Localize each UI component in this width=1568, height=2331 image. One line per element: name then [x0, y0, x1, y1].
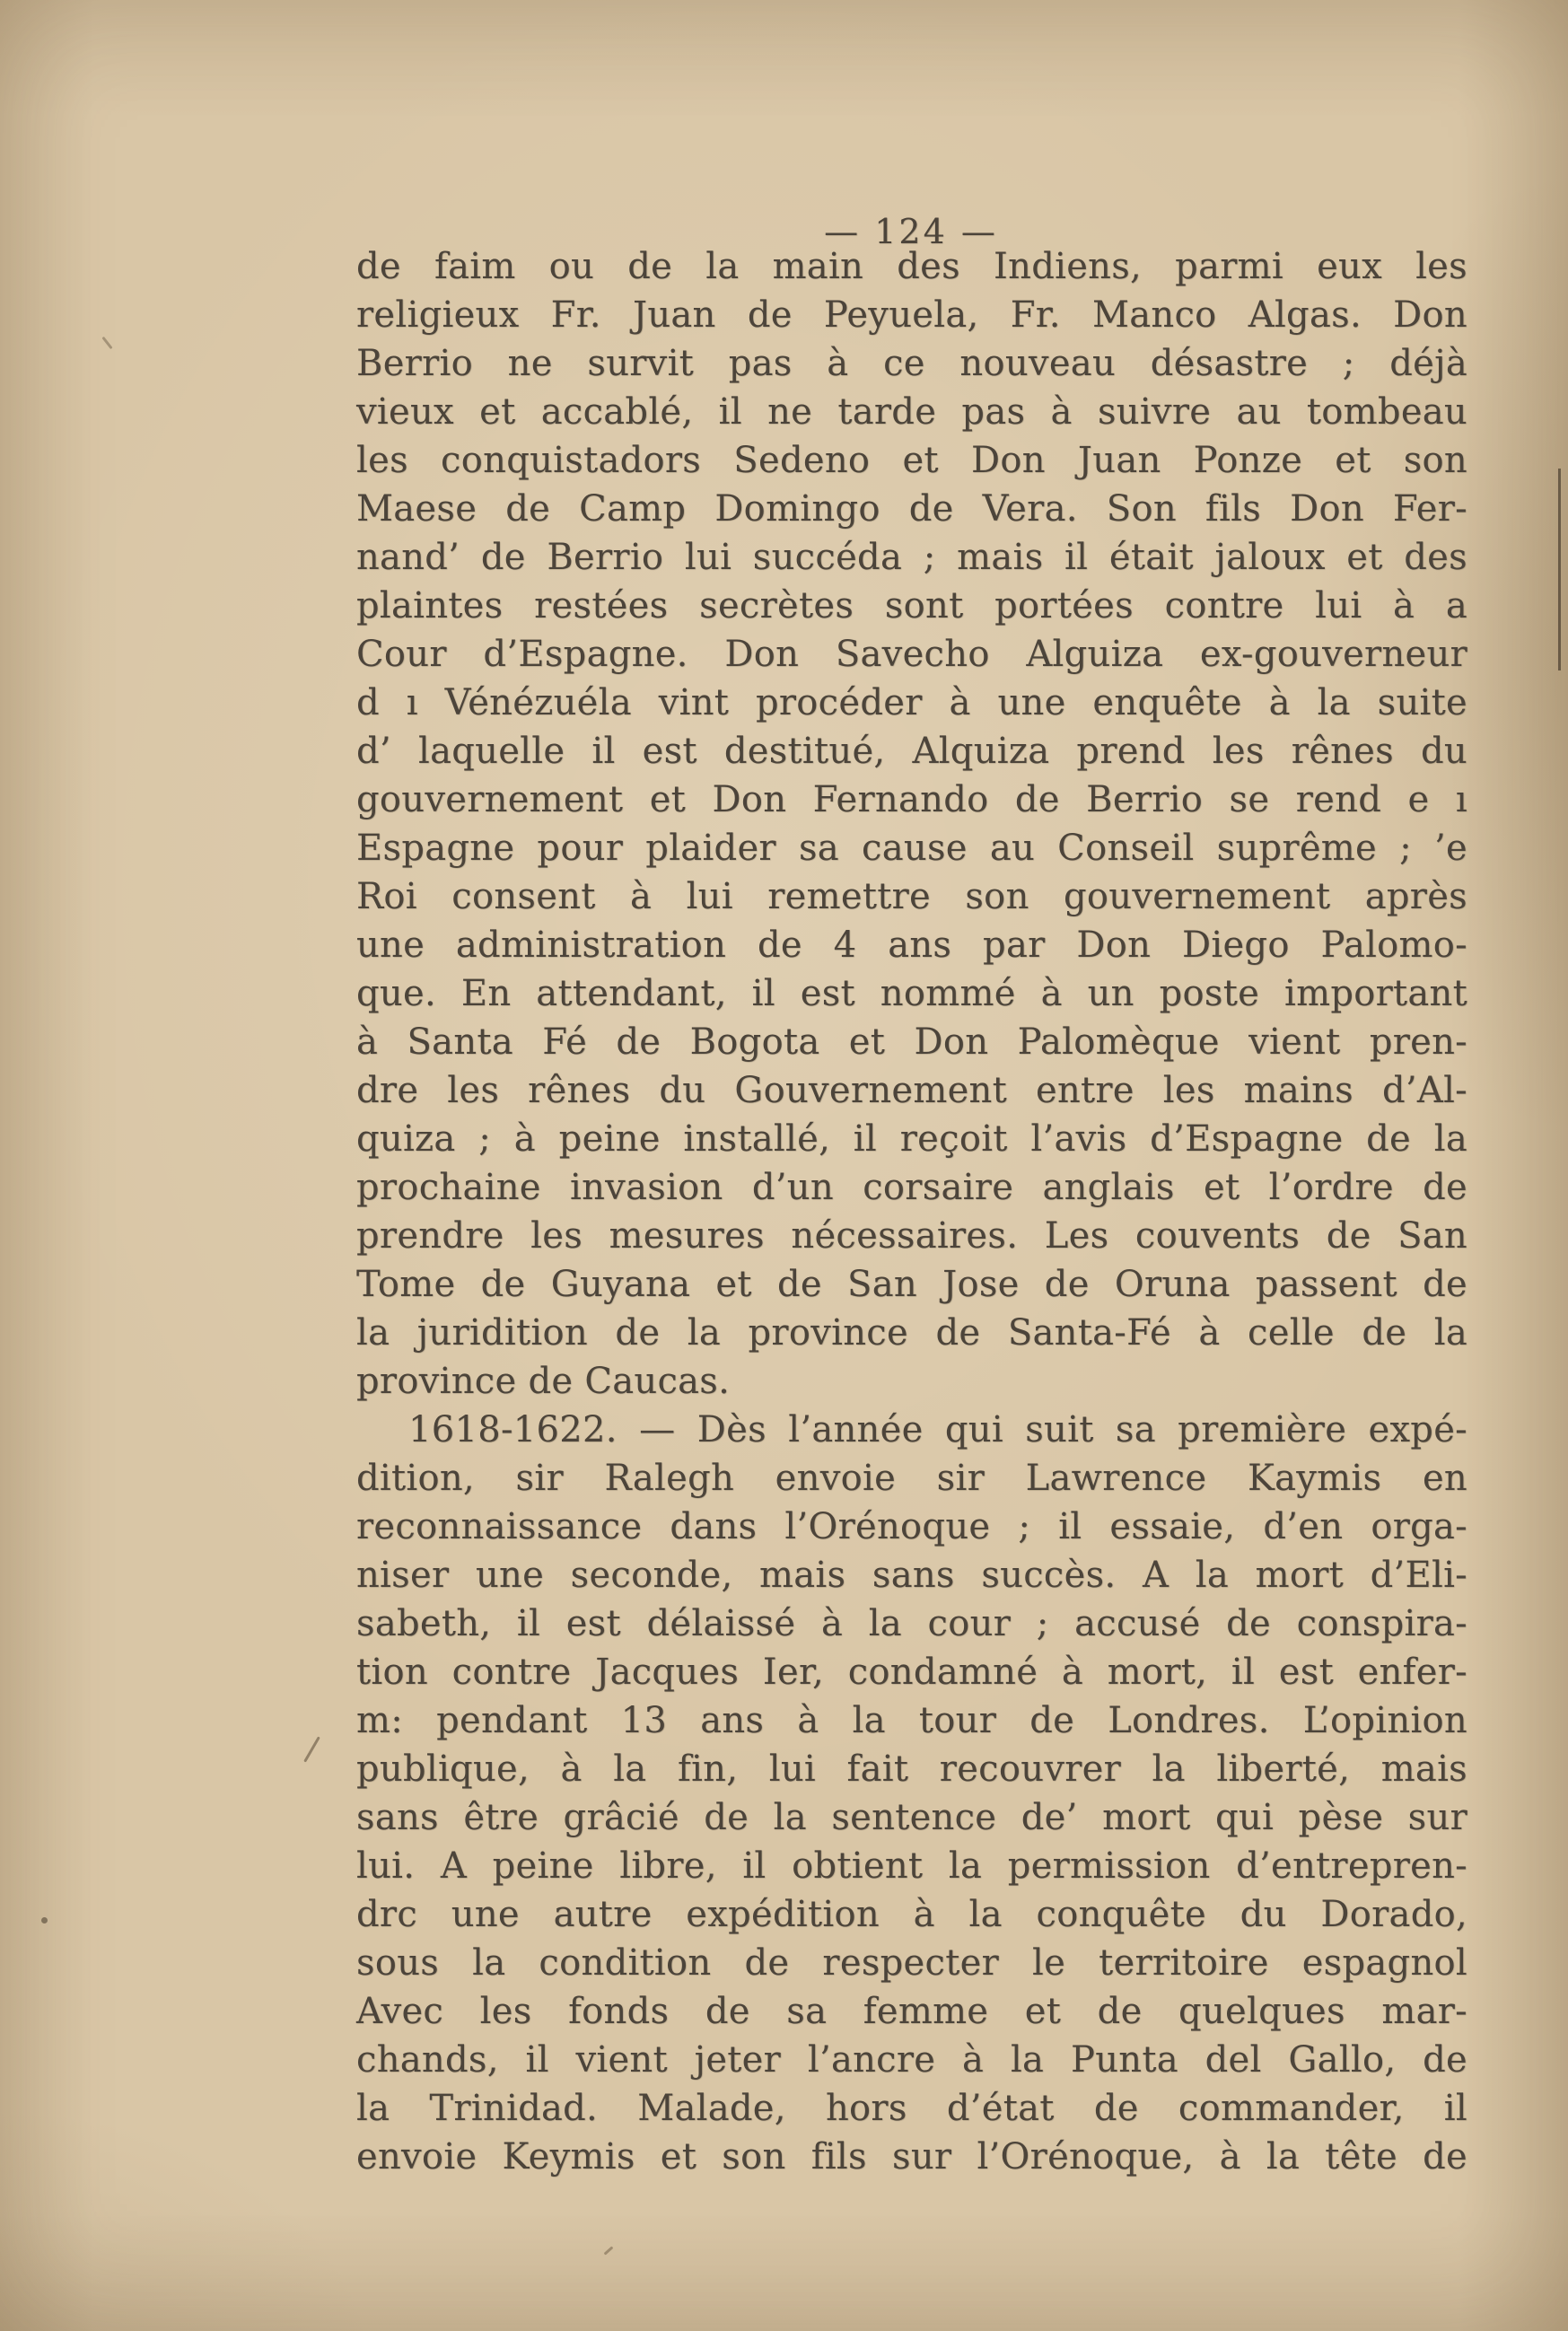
text-line: religieux Fr. Juan de Peyuela, Fr. Manco Algas. Don — [356, 294, 1467, 336]
page-number: — 124 — — [824, 212, 998, 251]
text-line: gouvernement et Don Fernando de Berrio se rend e ı — [356, 779, 1467, 820]
text-line: la juridition de la province de Santa-Fé à celle de la — [356, 1312, 1467, 1354]
text-line: vieux et accablé, il ne tarde pas à suivre au tombeau — [356, 391, 1467, 433]
text-line: dre les rênes du Gouvernement entre les mains d’Al- — [356, 1070, 1467, 1111]
text-line: Berrio ne survit pas à ce nouveau désastre ; déjà — [356, 343, 1467, 384]
text-line: sous la condition de respecter le territoire espagnol — [356, 1942, 1467, 1984]
text-line: Espagne pour plaider sa cause au Conseil suprême ; ’e — [356, 828, 1467, 869]
text-line: nand’ de Berrio lui succéda ; mais il était jaloux et des — [356, 537, 1467, 578]
text-line: dition, sir Ralegh envoie sir Lawrence Kaymis en — [356, 1458, 1467, 1499]
text-line: chands, il vient jeter l’ancre à la Punta del Gallo, de — [356, 2039, 1467, 2081]
stray-mark — [303, 1736, 320, 1762]
text-line: la Trinidad. Malade, hors d’état de commander, il — [356, 2088, 1467, 2129]
text-line: province de Caucas. — [356, 1361, 731, 1402]
text-line: lui. A peine libre, il obtient la permission d’entrepren- — [356, 1845, 1467, 1887]
text-line: prendre les mesures nécessaires. Les couvents de San — [356, 1215, 1467, 1257]
text-line: tion contre Jacques Ier, condamné à mort, il est enfer- — [356, 1652, 1467, 1693]
text-line: prochaine invasion d’un corsaire anglais et l’ordre de — [356, 1167, 1467, 1208]
text-line: plaintes restées secrètes sont portées contre lui à a — [356, 585, 1467, 627]
text-line: Roi consent à lui remettre son gouvernement après — [356, 876, 1467, 917]
text-line: m: pendant 13 ans à la tour de Londres. L’opinion — [356, 1700, 1467, 1741]
text-line: 1618-1622. — Dès l’année qui suit sa première expé- — [408, 1409, 1467, 1450]
text-line: sans être grâcié de la sentence de’ mort qui pèse sur — [356, 1797, 1467, 1838]
text-line: reconnaissance dans l’Orénoque ; il essaie, d’en orga- — [356, 1506, 1467, 1547]
text-line: les conquistadors Sedeno et Don Juan Ponze et son — [356, 440, 1467, 481]
text-line: sabeth, il est délaissé à la cour ; accusé de conspira- — [356, 1603, 1467, 1644]
text-line: à Santa Fé de Bogota et Don Palomèque vient pren- — [356, 1021, 1467, 1063]
text-line: d’ laquelle il est destitué, Alquiza prend les rênes du — [356, 731, 1467, 772]
text-line: Maese de Camp Domingo de Vera. Son fils Don Fer- — [356, 488, 1467, 530]
stray-mark — [41, 1917, 48, 1924]
text-line: de faim ou de la main des Indiens, parmi eux les — [356, 246, 1467, 287]
text-line: envoie Keymis et son fils sur l’Orénoque, à la tête de — [356, 2136, 1467, 2178]
stray-mark — [101, 337, 112, 349]
stray-mark — [604, 2246, 614, 2255]
text-line: d ı Vénézuéla vint procéder à une enquête à la suite — [356, 682, 1467, 723]
text-line: que. En attendant, il est nommé à un poste important — [356, 973, 1467, 1014]
text-line: une administration de 4 ans par Don Diego Palomo- — [356, 925, 1467, 966]
text-line: niser une seconde, mais sans succès. A la mort d’Eli- — [356, 1555, 1467, 1596]
text-line: Tome de Guyana et de San Jose de Oruna passent de — [356, 1264, 1467, 1305]
text-line: Cour d’Espagne. Don Savecho Alguiza ex-gouverneur — [356, 634, 1467, 675]
text-line: drc une autre expédition à la conquête du Dorado, — [356, 1894, 1467, 1935]
text-line: publique, à la fin, lui fait recouvrer la liberté, mais — [356, 1748, 1467, 1790]
page-edge-mark — [1558, 469, 1561, 670]
body-text — [356, 242, 1467, 2181]
text-line: Avec les fonds de sa femme et de quelques mar- — [356, 1991, 1467, 2032]
text-line: quiza ; à peine installé, il reçoit l’avis d’Espagne de la — [356, 1118, 1467, 1160]
